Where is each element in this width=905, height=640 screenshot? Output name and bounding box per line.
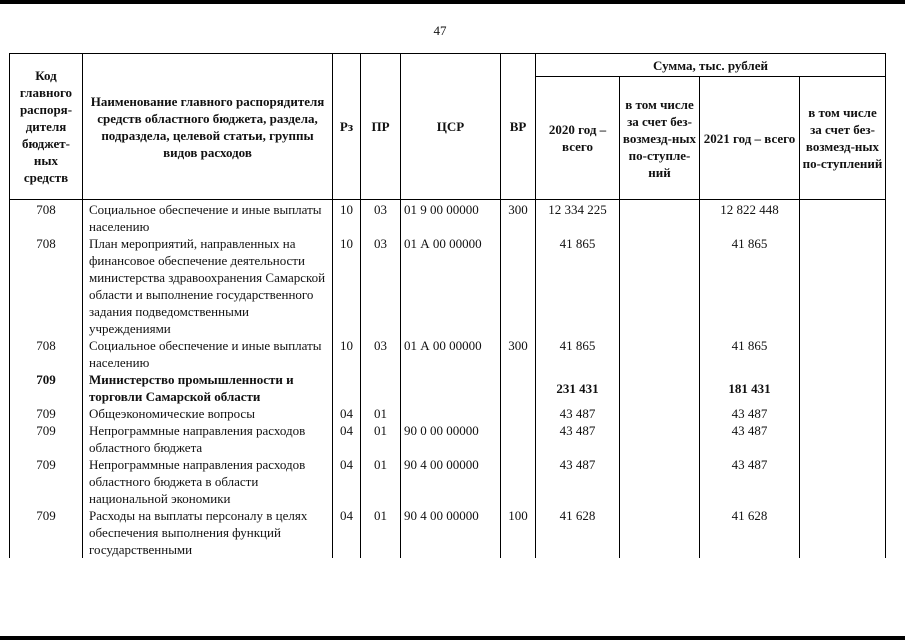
amount-2020-cell: 43 487 [536, 456, 620, 507]
table-row [10, 337, 886, 371]
header-2020-free: в том числе за счет без-возмезд-ных по-ступле-ний [620, 77, 700, 200]
code-cell: 708 [10, 235, 83, 337]
vr-cell [501, 371, 536, 405]
pr-cell: 03 [361, 235, 401, 337]
amount-2021-cell: 43 487 [700, 422, 800, 456]
csr-cell: 90 0 00 00000 [401, 422, 501, 456]
code-cell: 708 [10, 337, 83, 371]
csr-cell [401, 371, 501, 405]
vr-cell [501, 235, 536, 337]
pr-cell: 01 [361, 422, 401, 456]
amount-2020-cell: 41 628 [536, 507, 620, 558]
code-cell: 709 [10, 456, 83, 507]
header-vr: ВР [501, 54, 536, 200]
vr-cell [501, 456, 536, 507]
amount-2020-cell: 41 865 [536, 235, 620, 337]
header-sum: Сумма, тыс. рублей [536, 54, 886, 77]
csr-cell: 01 А 00 00000 [401, 337, 501, 371]
pr-cell: 01 [361, 507, 401, 558]
amount-2021-cell: 12 822 448 [700, 200, 800, 236]
code-cell: 709 [10, 371, 83, 405]
vr-cell: 300 [501, 337, 536, 371]
table-header [10, 54, 886, 200]
table-row [10, 235, 886, 337]
pr-cell: 03 [361, 200, 401, 236]
free-2020-cell [620, 405, 700, 422]
header-rz: Рз [333, 54, 361, 200]
amount-2020-cell: 43 487 [536, 422, 620, 456]
name-cell: Общеэкономические вопросы [83, 405, 333, 422]
code-cell: 709 [10, 507, 83, 558]
table-row [10, 200, 886, 236]
name-cell: Непрограммные направления расходов областного бюджета [83, 422, 333, 456]
pr-cell: 01 [361, 456, 401, 507]
header-pr: ПР [361, 54, 401, 200]
name-cell: Непрограммные направления расходов областного бюджета в области национальной экономики [83, 456, 333, 507]
rz-cell: 10 [333, 200, 361, 236]
vr-cell: 300 [501, 200, 536, 236]
free-2020-cell [620, 456, 700, 507]
csr-cell [401, 405, 501, 422]
free-2020-cell [620, 337, 700, 371]
pr-cell [361, 371, 401, 405]
table-row [10, 456, 886, 507]
bottom-border [0, 636, 905, 640]
header-2021-free: в том числе за счет без-возмезд-ных по-ступлений [800, 77, 886, 200]
pr-cell: 03 [361, 337, 401, 371]
amount-2021-cell: 43 487 [700, 456, 800, 507]
rz-cell: 10 [333, 235, 361, 337]
code-cell: 709 [10, 422, 83, 456]
csr-cell: 01 А 00 00000 [401, 235, 501, 337]
vr-cell: 100 [501, 507, 536, 558]
page-number: 47 [433, 23, 447, 38]
amount-2020-cell: 231 431 [536, 371, 620, 405]
table-row [10, 507, 886, 558]
free-2020-cell [620, 422, 700, 456]
free-2021-cell [800, 371, 886, 405]
amount-2021-cell: 43 487 [700, 405, 800, 422]
table-body [10, 200, 886, 559]
name-cell: Расходы на выплаты персоналу в целях обеспечения выполнения функций государственными [83, 507, 333, 558]
free-2021-cell [800, 405, 886, 422]
name-cell: Социальное обеспечение и иные выплаты населению [83, 200, 333, 236]
header-code: Код главного распоря-дителя бюджет-ных средств [10, 54, 83, 200]
amount-2020-cell: 43 487 [536, 405, 620, 422]
amount-2021-cell: 181 431 [700, 371, 800, 405]
table-row [10, 422, 886, 456]
free-2021-cell [800, 200, 886, 236]
name-cell: План мероприятий, направленных на финансовое обеспечение деятельности министерства здравоохранения Самарской области и выполнение государственного задания подведомственными учреждениями [83, 235, 333, 337]
vr-cell [501, 422, 536, 456]
free-2021-cell [800, 422, 886, 456]
header-name: Наименование главного распорядителя средств областного бюджета, раздела, подраздела, целевой статьи, группы видов расходов [83, 54, 333, 200]
code-cell: 708 [10, 200, 83, 236]
csr-cell: 90 4 00 00000 [401, 507, 501, 558]
amount-2021-cell: 41 865 [700, 337, 800, 371]
pr-cell: 01 [361, 405, 401, 422]
free-2020-cell [620, 371, 700, 405]
budget-table [9, 53, 886, 558]
amount-2020-cell: 12 334 225 [536, 200, 620, 236]
free-2021-cell [800, 456, 886, 507]
csr-cell: 01 9 00 00000 [401, 200, 501, 236]
code-cell: 709 [10, 405, 83, 422]
header-2020-total: 2020 год – всего [536, 77, 620, 200]
table-row [10, 405, 886, 422]
name-cell: Министерство промышленности и торговли Самарской области [83, 371, 333, 405]
free-2020-cell [620, 235, 700, 337]
header-2021-total: 2021 год – всего [700, 77, 800, 200]
header-csr: ЦСР [401, 54, 501, 200]
name-cell: Социальное обеспечение и иные выплаты населению [83, 337, 333, 371]
rz-cell: 04 [333, 507, 361, 558]
free-2020-cell [620, 507, 700, 558]
vr-cell [501, 405, 536, 422]
rz-cell: 10 [333, 337, 361, 371]
amount-2021-cell: 41 865 [700, 235, 800, 337]
rz-cell [333, 371, 361, 405]
table-row [10, 371, 886, 405]
free-2021-cell [800, 337, 886, 371]
rz-cell: 04 [333, 405, 361, 422]
amount-2021-cell: 41 628 [700, 507, 800, 558]
free-2020-cell [620, 200, 700, 236]
rz-cell: 04 [333, 422, 361, 456]
csr-cell: 90 4 00 00000 [401, 456, 501, 507]
rz-cell: 04 [333, 456, 361, 507]
free-2021-cell [800, 507, 886, 558]
free-2021-cell [800, 235, 886, 337]
top-border [0, 0, 905, 4]
amount-2020-cell: 41 865 [536, 337, 620, 371]
